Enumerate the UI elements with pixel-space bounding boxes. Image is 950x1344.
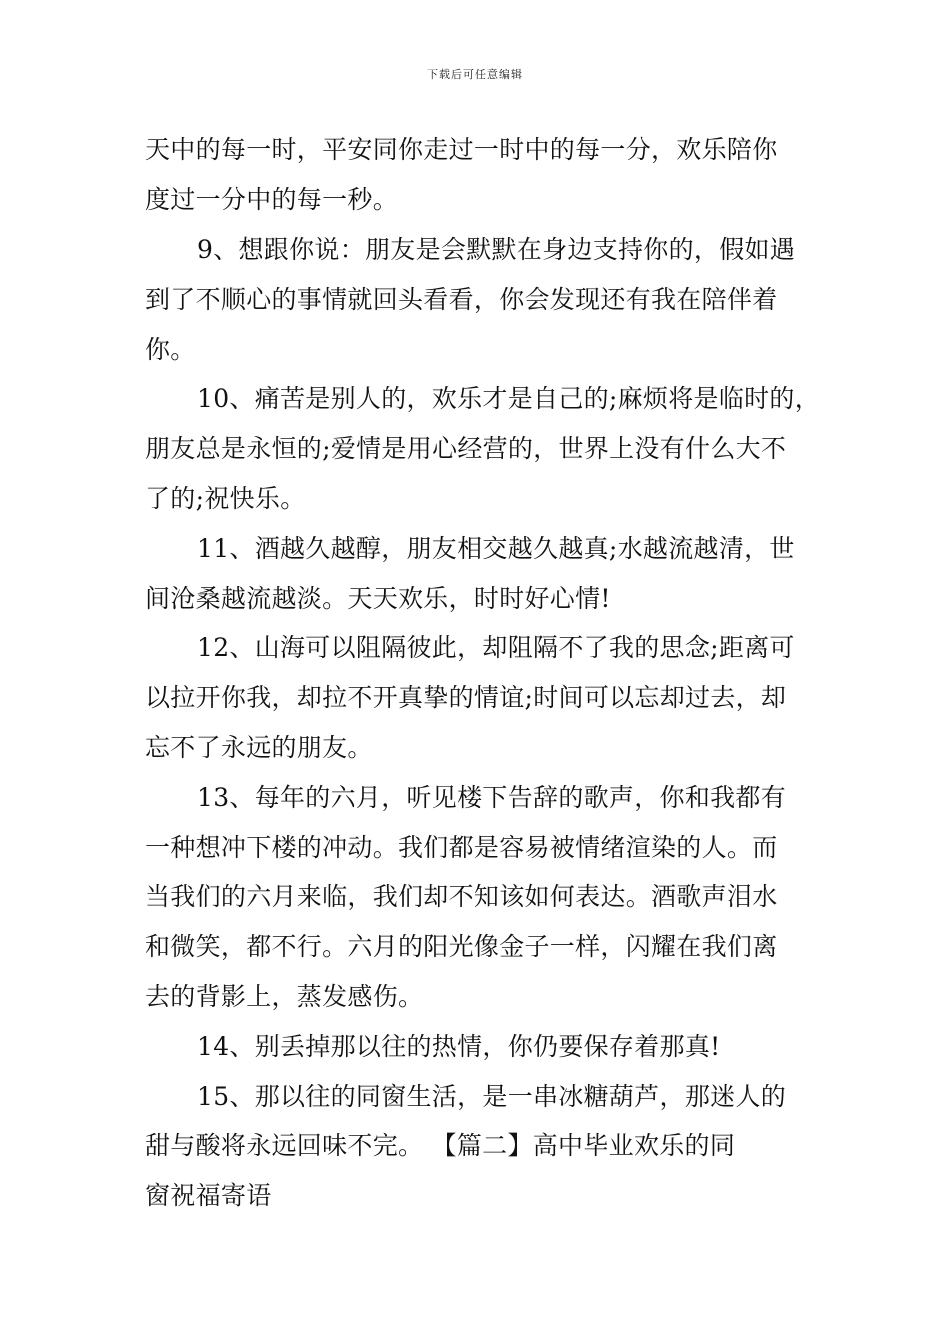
- paragraph-14-start: 14、别丢掉那以往的热情，你仍要保存着那真!: [197, 1032, 721, 1061]
- text-line: 天中的每一时，平安同你走过一时中的每一分，欢乐陪你: [145, 135, 778, 164]
- text-line: 到了不顺心的事情就回头看看，你会发现还有我在陪伴着: [145, 285, 778, 314]
- text-line: 你。: [145, 335, 196, 364]
- text-line: 度过一分中的每一秒。: [145, 185, 399, 214]
- paragraph-13-start: 13、每年的六月，听见楼下告辞的歌声，你和我都有: [197, 783, 787, 812]
- text-line: 窗祝福寄语: [145, 1181, 272, 1210]
- text-line: 忘不了永远的朋友。: [145, 733, 373, 762]
- paragraph-9-start: 9、想跟你说：朋友是会默默在身边支持你的，假如遇: [197, 235, 796, 264]
- text-line: 一种想冲下楼的冲动。我们都是容易被情绪渲染的人。而: [145, 833, 778, 862]
- text-line: 以拉开你我，却拉不开真挚的情谊;时间可以忘却过去，却: [145, 683, 787, 712]
- text-line: 和微笑，都不行。六月的阳光像金子一样，闪耀在我们离: [145, 932, 778, 961]
- text-line: 间沧桑越流越淡。天天欢乐，时时好心情!: [145, 584, 611, 613]
- paragraph-11-start: 11、酒越久越醇，朋友相交越久越真;水越流越清，世: [197, 534, 795, 563]
- text-line: 去的背影上，蒸发感伤。: [145, 982, 424, 1011]
- text-line: 甜与酸将永远回味不完。 【篇二】高中毕业欢乐的同: [145, 1131, 736, 1160]
- paragraph-15-start: 15、那以往的同窗生活，是一串冰糖葫芦，那迷人的: [197, 1082, 787, 1111]
- page-header: 下载后可任意编辑: [427, 68, 523, 81]
- paragraph-12-start: 12、山海可以阻隔彼此，却阻隔不了我的思念;距离可: [197, 633, 795, 662]
- paragraph-10-start: 10、痛苦是别人的，欢乐才是自己的;麻烦将是临时的，: [197, 384, 821, 413]
- text-line: 了的;祝快乐。: [145, 484, 306, 513]
- text-line: 当我们的六月来临，我们却不知该如何表达。酒歌声泪水: [145, 882, 778, 911]
- text-line: 朋友总是永恒的;爱情是用心经营的，世界上没有什么大不: [145, 434, 787, 463]
